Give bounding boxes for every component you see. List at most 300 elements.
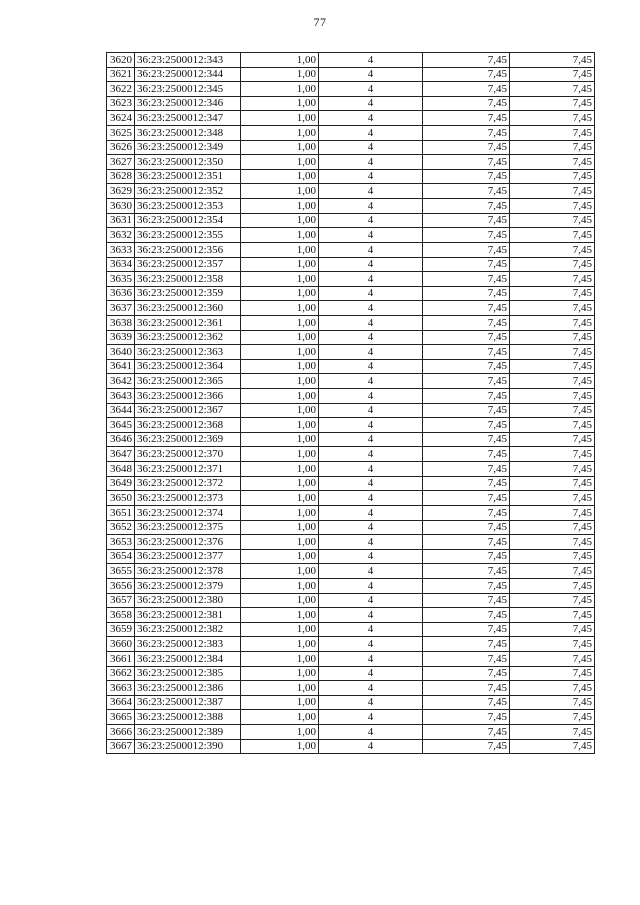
cadastral-number-cell: 36:23:2500012:377 bbox=[135, 549, 241, 564]
area-cell: 1,00 bbox=[241, 564, 319, 579]
value-2-cell: 7,45 bbox=[510, 491, 595, 506]
table-row bbox=[107, 403, 595, 418]
value-1-cell: 7,45 bbox=[423, 82, 510, 97]
value-2-cell: 7,45 bbox=[510, 213, 595, 228]
value-2-cell: 7,45 bbox=[510, 578, 595, 593]
value-2-cell: 7,45 bbox=[510, 666, 595, 681]
row-number-cell: 3627 bbox=[107, 155, 135, 170]
class-cell: 4 bbox=[319, 520, 423, 535]
value-2-cell: 7,45 bbox=[510, 199, 595, 214]
cadastral-number-cell: 36:23:2500012:349 bbox=[135, 140, 241, 155]
row-number-cell: 3624 bbox=[107, 111, 135, 126]
cadastral-number-cell: 36:23:2500012:350 bbox=[135, 155, 241, 170]
class-cell: 4 bbox=[319, 447, 423, 462]
table-row bbox=[107, 564, 595, 579]
table-row bbox=[107, 535, 595, 550]
area-cell: 1,00 bbox=[241, 199, 319, 214]
cadastral-number-cell: 36:23:2500012:365 bbox=[135, 374, 241, 389]
value-1-cell: 7,45 bbox=[423, 476, 510, 491]
table-row bbox=[107, 184, 595, 199]
area-cell: 1,00 bbox=[241, 155, 319, 170]
area-cell: 1,00 bbox=[241, 301, 319, 316]
value-2-cell: 7,45 bbox=[510, 622, 595, 637]
row-number-cell: 3638 bbox=[107, 315, 135, 330]
table-row bbox=[107, 257, 595, 272]
row-number-cell: 3621 bbox=[107, 67, 135, 82]
table-row bbox=[107, 155, 595, 170]
table-row bbox=[107, 593, 595, 608]
row-number-cell: 3661 bbox=[107, 651, 135, 666]
cadastral-number-cell: 36:23:2500012:344 bbox=[135, 67, 241, 82]
value-2-cell: 7,45 bbox=[510, 374, 595, 389]
value-1-cell: 7,45 bbox=[423, 725, 510, 740]
parcel-table-body bbox=[107, 53, 595, 754]
cadastral-number-cell: 36:23:2500012:343 bbox=[135, 53, 241, 68]
cadastral-number-cell: 36:23:2500012:390 bbox=[135, 739, 241, 754]
cadastral-number-cell: 36:23:2500012:388 bbox=[135, 710, 241, 725]
table-row bbox=[107, 272, 595, 287]
value-1-cell: 7,45 bbox=[423, 447, 510, 462]
row-number-cell: 3641 bbox=[107, 359, 135, 374]
area-cell: 1,00 bbox=[241, 111, 319, 126]
value-2-cell: 7,45 bbox=[510, 505, 595, 520]
value-1-cell: 7,45 bbox=[423, 228, 510, 243]
area-cell: 1,00 bbox=[241, 315, 319, 330]
value-1-cell: 7,45 bbox=[423, 505, 510, 520]
cadastral-number-cell: 36:23:2500012:371 bbox=[135, 462, 241, 477]
value-1-cell: 7,45 bbox=[423, 491, 510, 506]
class-cell: 4 bbox=[319, 403, 423, 418]
area-cell: 1,00 bbox=[241, 432, 319, 447]
cadastral-number-cell: 36:23:2500012:355 bbox=[135, 228, 241, 243]
row-number-cell: 3630 bbox=[107, 199, 135, 214]
value-2-cell: 7,45 bbox=[510, 608, 595, 623]
class-cell: 4 bbox=[319, 257, 423, 272]
class-cell: 4 bbox=[319, 739, 423, 754]
value-1-cell: 7,45 bbox=[423, 695, 510, 710]
area-cell: 1,00 bbox=[241, 242, 319, 257]
value-2-cell: 7,45 bbox=[510, 725, 595, 740]
cadastral-number-cell: 36:23:2500012:380 bbox=[135, 593, 241, 608]
area-cell: 1,00 bbox=[241, 710, 319, 725]
class-cell: 4 bbox=[319, 389, 423, 404]
row-number-cell: 3639 bbox=[107, 330, 135, 345]
class-cell: 4 bbox=[319, 710, 423, 725]
table-row bbox=[107, 432, 595, 447]
value-2-cell: 7,45 bbox=[510, 462, 595, 477]
value-1-cell: 7,45 bbox=[423, 257, 510, 272]
value-1-cell: 7,45 bbox=[423, 432, 510, 447]
table-row bbox=[107, 389, 595, 404]
class-cell: 4 bbox=[319, 242, 423, 257]
area-cell: 1,00 bbox=[241, 272, 319, 287]
cadastral-number-cell: 36:23:2500012:361 bbox=[135, 315, 241, 330]
value-1-cell: 7,45 bbox=[423, 681, 510, 696]
area-cell: 1,00 bbox=[241, 403, 319, 418]
class-cell: 4 bbox=[319, 111, 423, 126]
value-1-cell: 7,45 bbox=[423, 330, 510, 345]
cadastral-number-cell: 36:23:2500012:358 bbox=[135, 272, 241, 287]
value-1-cell: 7,45 bbox=[423, 549, 510, 564]
area-cell: 1,00 bbox=[241, 447, 319, 462]
row-number-cell: 3637 bbox=[107, 301, 135, 316]
cadastral-number-cell: 36:23:2500012:366 bbox=[135, 389, 241, 404]
row-number-cell: 3625 bbox=[107, 126, 135, 141]
value-1-cell: 7,45 bbox=[423, 169, 510, 184]
row-number-cell: 3644 bbox=[107, 403, 135, 418]
area-cell: 1,00 bbox=[241, 476, 319, 491]
cadastral-number-cell: 36:23:2500012:346 bbox=[135, 96, 241, 111]
value-2-cell: 7,45 bbox=[510, 301, 595, 316]
area-cell: 1,00 bbox=[241, 345, 319, 360]
value-1-cell: 7,45 bbox=[423, 651, 510, 666]
table-row bbox=[107, 622, 595, 637]
value-2-cell: 7,45 bbox=[510, 272, 595, 287]
value-1-cell: 7,45 bbox=[423, 155, 510, 170]
cadastral-number-cell: 36:23:2500012:363 bbox=[135, 345, 241, 360]
cadastral-number-cell: 36:23:2500012:386 bbox=[135, 681, 241, 696]
row-number-cell: 3648 bbox=[107, 462, 135, 477]
value-1-cell: 7,45 bbox=[423, 286, 510, 301]
class-cell: 4 bbox=[319, 169, 423, 184]
table-row bbox=[107, 520, 595, 535]
row-number-cell: 3642 bbox=[107, 374, 135, 389]
row-number-cell: 3654 bbox=[107, 549, 135, 564]
cadastral-number-cell: 36:23:2500012:364 bbox=[135, 359, 241, 374]
cadastral-number-cell: 36:23:2500012:375 bbox=[135, 520, 241, 535]
page-number: 77 bbox=[313, 15, 327, 29]
area-cell: 1,00 bbox=[241, 389, 319, 404]
table-row bbox=[107, 111, 595, 126]
row-number-cell: 3629 bbox=[107, 184, 135, 199]
cadastral-number-cell: 36:23:2500012:385 bbox=[135, 666, 241, 681]
class-cell: 4 bbox=[319, 82, 423, 97]
table-row bbox=[107, 681, 595, 696]
cadastral-number-cell: 36:23:2500012:357 bbox=[135, 257, 241, 272]
area-cell: 1,00 bbox=[241, 505, 319, 520]
area-cell: 1,00 bbox=[241, 578, 319, 593]
row-number-cell: 3628 bbox=[107, 169, 135, 184]
row-number-cell: 3665 bbox=[107, 710, 135, 725]
table-row bbox=[107, 549, 595, 564]
table-row bbox=[107, 315, 595, 330]
table-row bbox=[107, 462, 595, 477]
value-2-cell: 7,45 bbox=[510, 330, 595, 345]
table-row bbox=[107, 126, 595, 141]
row-number-cell: 3620 bbox=[107, 53, 135, 68]
value-2-cell: 7,45 bbox=[510, 476, 595, 491]
value-2-cell: 7,45 bbox=[510, 593, 595, 608]
value-1-cell: 7,45 bbox=[423, 272, 510, 287]
value-2-cell: 7,45 bbox=[510, 403, 595, 418]
value-2-cell: 7,45 bbox=[510, 651, 595, 666]
class-cell: 4 bbox=[319, 359, 423, 374]
class-cell: 4 bbox=[319, 374, 423, 389]
value-1-cell: 7,45 bbox=[423, 345, 510, 360]
class-cell: 4 bbox=[319, 535, 423, 550]
cadastral-number-cell: 36:23:2500012:362 bbox=[135, 330, 241, 345]
row-number-cell: 3650 bbox=[107, 491, 135, 506]
area-cell: 1,00 bbox=[241, 257, 319, 272]
value-1-cell: 7,45 bbox=[423, 535, 510, 550]
class-cell: 4 bbox=[319, 637, 423, 652]
value-2-cell: 7,45 bbox=[510, 389, 595, 404]
cadastral-number-cell: 36:23:2500012:356 bbox=[135, 242, 241, 257]
value-1-cell: 7,45 bbox=[423, 520, 510, 535]
area-cell: 1,00 bbox=[241, 593, 319, 608]
table-row bbox=[107, 739, 595, 754]
class-cell: 4 bbox=[319, 681, 423, 696]
value-1-cell: 7,45 bbox=[423, 53, 510, 68]
area-cell: 1,00 bbox=[241, 622, 319, 637]
value-1-cell: 7,45 bbox=[423, 564, 510, 579]
value-2-cell: 7,45 bbox=[510, 228, 595, 243]
value-1-cell: 7,45 bbox=[423, 403, 510, 418]
cadastral-number-cell: 36:23:2500012:353 bbox=[135, 199, 241, 214]
row-number-cell: 3649 bbox=[107, 476, 135, 491]
area-cell: 1,00 bbox=[241, 374, 319, 389]
row-number-cell: 3667 bbox=[107, 739, 135, 754]
class-cell: 4 bbox=[319, 578, 423, 593]
row-number-cell: 3631 bbox=[107, 213, 135, 228]
area-cell: 1,00 bbox=[241, 330, 319, 345]
area-cell: 1,00 bbox=[241, 520, 319, 535]
value-2-cell: 7,45 bbox=[510, 315, 595, 330]
value-2-cell: 7,45 bbox=[510, 637, 595, 652]
cadastral-number-cell: 36:23:2500012:360 bbox=[135, 301, 241, 316]
row-number-cell: 3664 bbox=[107, 695, 135, 710]
row-number-cell: 3655 bbox=[107, 564, 135, 579]
cadastral-number-cell: 36:23:2500012:345 bbox=[135, 82, 241, 97]
value-1-cell: 7,45 bbox=[423, 374, 510, 389]
table-row bbox=[107, 286, 595, 301]
class-cell: 4 bbox=[319, 126, 423, 141]
value-2-cell: 7,45 bbox=[510, 257, 595, 272]
value-1-cell: 7,45 bbox=[423, 359, 510, 374]
area-cell: 1,00 bbox=[241, 418, 319, 433]
class-cell: 4 bbox=[319, 272, 423, 287]
cadastral-number-cell: 36:23:2500012:387 bbox=[135, 695, 241, 710]
value-1-cell: 7,45 bbox=[423, 111, 510, 126]
value-2-cell: 7,45 bbox=[510, 739, 595, 754]
class-cell: 4 bbox=[319, 549, 423, 564]
area-cell: 1,00 bbox=[241, 184, 319, 199]
class-cell: 4 bbox=[319, 330, 423, 345]
value-1-cell: 7,45 bbox=[423, 140, 510, 155]
value-2-cell: 7,45 bbox=[510, 447, 595, 462]
row-number-cell: 3653 bbox=[107, 535, 135, 550]
cadastral-number-cell: 36:23:2500012:378 bbox=[135, 564, 241, 579]
value-2-cell: 7,45 bbox=[510, 126, 595, 141]
cadastral-number-cell: 36:23:2500012:351 bbox=[135, 169, 241, 184]
parcel-table bbox=[106, 52, 595, 754]
table-row bbox=[107, 578, 595, 593]
cadastral-number-cell: 36:23:2500012:370 bbox=[135, 447, 241, 462]
class-cell: 4 bbox=[319, 432, 423, 447]
row-number-cell: 3633 bbox=[107, 242, 135, 257]
value-1-cell: 7,45 bbox=[423, 242, 510, 257]
area-cell: 1,00 bbox=[241, 228, 319, 243]
table-row bbox=[107, 345, 595, 360]
value-2-cell: 7,45 bbox=[510, 520, 595, 535]
class-cell: 4 bbox=[319, 67, 423, 82]
row-number-cell: 3640 bbox=[107, 345, 135, 360]
row-number-cell: 3626 bbox=[107, 140, 135, 155]
table-row bbox=[107, 213, 595, 228]
value-1-cell: 7,45 bbox=[423, 315, 510, 330]
area-cell: 1,00 bbox=[241, 739, 319, 754]
table-row bbox=[107, 418, 595, 433]
value-1-cell: 7,45 bbox=[423, 666, 510, 681]
cadastral-number-cell: 36:23:2500012:374 bbox=[135, 505, 241, 520]
class-cell: 4 bbox=[319, 155, 423, 170]
table-row bbox=[107, 666, 595, 681]
table-row bbox=[107, 447, 595, 462]
class-cell: 4 bbox=[319, 228, 423, 243]
cadastral-number-cell: 36:23:2500012:348 bbox=[135, 126, 241, 141]
value-1-cell: 7,45 bbox=[423, 96, 510, 111]
class-cell: 4 bbox=[319, 315, 423, 330]
row-number-cell: 3652 bbox=[107, 520, 135, 535]
class-cell: 4 bbox=[319, 462, 423, 477]
area-cell: 1,00 bbox=[241, 666, 319, 681]
table-row bbox=[107, 505, 595, 520]
cadastral-number-cell: 36:23:2500012:368 bbox=[135, 418, 241, 433]
class-cell: 4 bbox=[319, 140, 423, 155]
value-2-cell: 7,45 bbox=[510, 169, 595, 184]
class-cell: 4 bbox=[319, 53, 423, 68]
class-cell: 4 bbox=[319, 286, 423, 301]
cadastral-number-cell: 36:23:2500012:381 bbox=[135, 608, 241, 623]
table-row bbox=[107, 695, 595, 710]
value-2-cell: 7,45 bbox=[510, 67, 595, 82]
row-number-cell: 3663 bbox=[107, 681, 135, 696]
row-number-cell: 3645 bbox=[107, 418, 135, 433]
row-number-cell: 3651 bbox=[107, 505, 135, 520]
class-cell: 4 bbox=[319, 213, 423, 228]
class-cell: 4 bbox=[319, 505, 423, 520]
value-1-cell: 7,45 bbox=[423, 418, 510, 433]
table-row bbox=[107, 608, 595, 623]
row-number-cell: 3657 bbox=[107, 593, 135, 608]
value-1-cell: 7,45 bbox=[423, 739, 510, 754]
area-cell: 1,00 bbox=[241, 681, 319, 696]
table-row bbox=[107, 491, 595, 506]
cadastral-number-cell: 36:23:2500012:379 bbox=[135, 578, 241, 593]
area-cell: 1,00 bbox=[241, 82, 319, 97]
cadastral-number-cell: 36:23:2500012:373 bbox=[135, 491, 241, 506]
value-1-cell: 7,45 bbox=[423, 578, 510, 593]
table-row bbox=[107, 637, 595, 652]
row-number-cell: 3634 bbox=[107, 257, 135, 272]
area-cell: 1,00 bbox=[241, 96, 319, 111]
value-2-cell: 7,45 bbox=[510, 359, 595, 374]
value-2-cell: 7,45 bbox=[510, 82, 595, 97]
table-row bbox=[107, 725, 595, 740]
class-cell: 4 bbox=[319, 184, 423, 199]
area-cell: 1,00 bbox=[241, 126, 319, 141]
value-1-cell: 7,45 bbox=[423, 213, 510, 228]
area-cell: 1,00 bbox=[241, 213, 319, 228]
cadastral-number-cell: 36:23:2500012:372 bbox=[135, 476, 241, 491]
area-cell: 1,00 bbox=[241, 359, 319, 374]
area-cell: 1,00 bbox=[241, 695, 319, 710]
value-2-cell: 7,45 bbox=[510, 710, 595, 725]
value-2-cell: 7,45 bbox=[510, 111, 595, 126]
class-cell: 4 bbox=[319, 622, 423, 637]
cadastral-number-cell: 36:23:2500012:384 bbox=[135, 651, 241, 666]
value-2-cell: 7,45 bbox=[510, 695, 595, 710]
row-number-cell: 3622 bbox=[107, 82, 135, 97]
table-row bbox=[107, 140, 595, 155]
class-cell: 4 bbox=[319, 199, 423, 214]
class-cell: 4 bbox=[319, 608, 423, 623]
row-number-cell: 3647 bbox=[107, 447, 135, 462]
table-row bbox=[107, 242, 595, 257]
area-cell: 1,00 bbox=[241, 53, 319, 68]
value-2-cell: 7,45 bbox=[510, 418, 595, 433]
value-1-cell: 7,45 bbox=[423, 126, 510, 141]
table-row bbox=[107, 67, 595, 82]
value-1-cell: 7,45 bbox=[423, 710, 510, 725]
class-cell: 4 bbox=[319, 491, 423, 506]
table-row bbox=[107, 301, 595, 316]
class-cell: 4 bbox=[319, 725, 423, 740]
area-cell: 1,00 bbox=[241, 286, 319, 301]
table-row bbox=[107, 374, 595, 389]
area-cell: 1,00 bbox=[241, 725, 319, 740]
area-cell: 1,00 bbox=[241, 169, 319, 184]
value-1-cell: 7,45 bbox=[423, 67, 510, 82]
cadastral-number-cell: 36:23:2500012:352 bbox=[135, 184, 241, 199]
class-cell: 4 bbox=[319, 476, 423, 491]
cadastral-number-cell: 36:23:2500012:354 bbox=[135, 213, 241, 228]
class-cell: 4 bbox=[319, 651, 423, 666]
value-1-cell: 7,45 bbox=[423, 608, 510, 623]
class-cell: 4 bbox=[319, 695, 423, 710]
value-2-cell: 7,45 bbox=[510, 432, 595, 447]
table-row bbox=[107, 330, 595, 345]
value-1-cell: 7,45 bbox=[423, 462, 510, 477]
cadastral-number-cell: 36:23:2500012:359 bbox=[135, 286, 241, 301]
table-row bbox=[107, 710, 595, 725]
cadastral-number-cell: 36:23:2500012:383 bbox=[135, 637, 241, 652]
class-cell: 4 bbox=[319, 418, 423, 433]
table-row bbox=[107, 169, 595, 184]
value-2-cell: 7,45 bbox=[510, 549, 595, 564]
class-cell: 4 bbox=[319, 345, 423, 360]
value-2-cell: 7,45 bbox=[510, 155, 595, 170]
row-number-cell: 3623 bbox=[107, 96, 135, 111]
area-cell: 1,00 bbox=[241, 637, 319, 652]
value-2-cell: 7,45 bbox=[510, 564, 595, 579]
value-1-cell: 7,45 bbox=[423, 389, 510, 404]
area-cell: 1,00 bbox=[241, 549, 319, 564]
table-row bbox=[107, 476, 595, 491]
area-cell: 1,00 bbox=[241, 140, 319, 155]
value-2-cell: 7,45 bbox=[510, 242, 595, 257]
table-row bbox=[107, 359, 595, 374]
row-number-cell: 3662 bbox=[107, 666, 135, 681]
row-number-cell: 3660 bbox=[107, 637, 135, 652]
area-cell: 1,00 bbox=[241, 651, 319, 666]
area-cell: 1,00 bbox=[241, 535, 319, 550]
class-cell: 4 bbox=[319, 564, 423, 579]
cadastral-number-cell: 36:23:2500012:376 bbox=[135, 535, 241, 550]
table-row bbox=[107, 651, 595, 666]
cadastral-number-cell: 36:23:2500012:347 bbox=[135, 111, 241, 126]
value-2-cell: 7,45 bbox=[510, 140, 595, 155]
